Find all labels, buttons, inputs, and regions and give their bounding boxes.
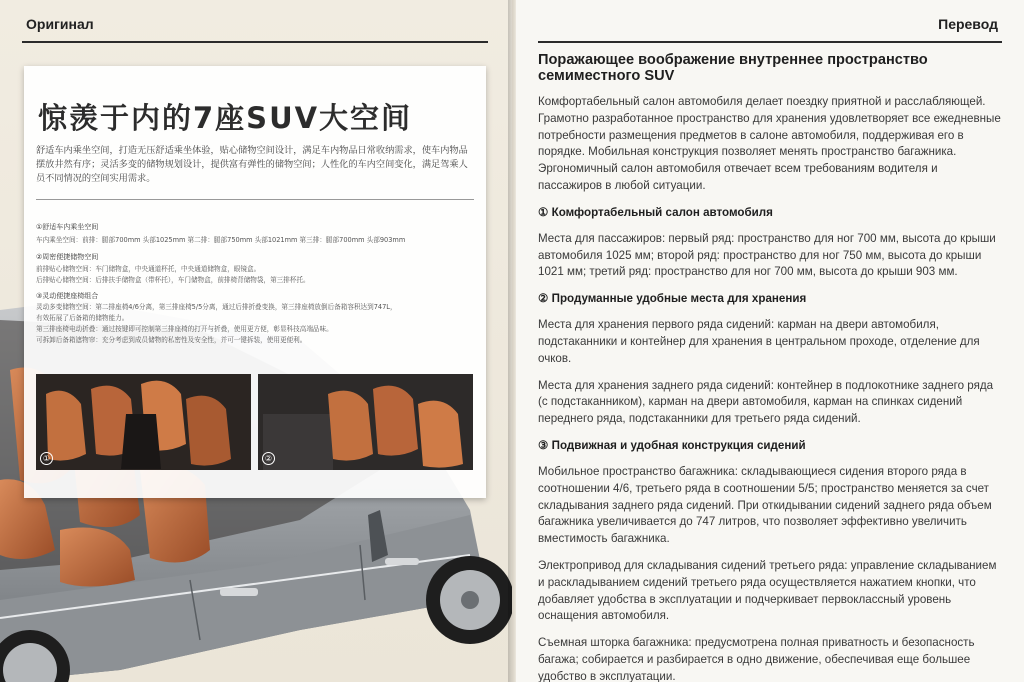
intro-paragraph: Комфортабельный салон автомобиля делает поездку приятной и расслабляющей. Грамотно разработанное пространство для хранения удовлетворяет все ежедневные потребности размещения предметов в салоне автомобиля, поддерживая его в порядке. Мобильная конструкция позволяет менять пространство багажника. Эргономичный салон автомобиля отвечает всем требованиям водителя и пассажиров в любой ситуации. <box>538 95 1001 192</box>
spec-line: ③灵动便捷座椅组合 <box>36 292 99 300</box>
section-heading-3: ③ Подвижная и удобная конструкция сидений <box>538 438 806 452</box>
translation-header: Перевод <box>938 16 998 32</box>
spec-line: 第三排座椅电动折叠：通过按键即可控制第三排座椅的打开与折叠，使用更方便，彰显科技高端品味。 <box>36 325 333 333</box>
interior-photo <box>36 374 251 470</box>
spec-line: 可拆卸后备箱遮物帘：充分考虑到成员储物的私密性及安全性，并可一键拆装，使用更便利。 <box>36 336 307 344</box>
paragraph: Места для хранения заднего ряда сидений: контейнер в подлокотнике заднего ряда (с подстаканником), карман на двери автомобиля, карман на спинках сидений переднего ряда, подстаканники для третьего ряда сидений. <box>538 378 994 426</box>
section-heading-2: ② Продуманные удобные места для хранения <box>538 292 807 306</box>
brochure-intro: 舒适车内乘坐空间，打造无压舒适乘坐体验，贴心储物空间设计，满足车内物品日常收纳需求，使车内物品摆放井然有序；灵活多变的储物规划设计，提供富有弹性的储物空间；人性化的车内空间变化，满足驾乘人员不同情况的空间实用需求。 <box>36 145 468 184</box>
photo-number: ① <box>40 452 53 465</box>
section-heading-1: ① Комфортабельный салон автомобиля <box>538 205 773 219</box>
translation-body <box>538 94 1002 682</box>
translation-page <box>516 0 1024 682</box>
interior-photo <box>258 374 473 470</box>
brochure-title: 惊羡于内的7座SUV大空间 <box>38 101 413 135</box>
spec-line: 前排贴心储物空间：车门储物盒，中央通道杯托，中央通道储物盒，眼镜盒。 <box>36 265 261 273</box>
photo-number: ② <box>262 452 275 465</box>
spec-line: 车内乘坐空间：前排：腿部700mm 头部1025mm 第二排：腿部750mm 头部1021mm 第三排：腿部700mm 头部903mm <box>36 236 406 244</box>
spec-line: 有效拓展了后备箱的储物能力。 <box>36 314 129 322</box>
spec-line: 灵动多变储物空间：第二排座椅4/6分离，第三排座椅5/5分离，通过后排折叠变换，第三排座椅放倒后备箱容积达到747L， <box>36 303 397 311</box>
paragraph: Электропривод для складывания сидений третьего ряда: управление складыванием и раскладыванием сидений третьего ряда осуществляется нажатием кнопки, что добавляет удобства в эксплуатации и подчеркивает первоклассный уровень оснащения автомобиля. <box>538 558 997 623</box>
translation-title: Поражающее воображение внутреннее пространство семиместного SUV <box>538 52 928 84</box>
spec-line: ①舒适车内乘坐空间 <box>36 223 99 231</box>
header-divider <box>22 41 488 43</box>
spec-line: ②周密便捷储物空间 <box>36 253 99 261</box>
brochure-card <box>24 66 486 498</box>
original-header: Оригинал <box>26 16 94 32</box>
paragraph: Места для пассажиров: первый ряд: пространство для ног 700 мм, высота до крыши автомобиля 1025 мм; второй ряд: пространство для ног 750 мм, высота до крыши 1021 мм; третий ряд: пространство для ног 700 мм, высота до крыши 903 мм. <box>538 231 996 279</box>
paragraph: Места для хранения первого ряда сидений: карман на двери автомобиля, подстаканники и контейнер для хранения в центральном проходе, отделение для очков. <box>538 318 980 365</box>
paragraph: Мобильное пространство багажника: складывающиеся сидения второго ряда в соотношении 4/6, третьего ряда в соотношении 5/5; пространство меняется за счет складывания заднего ряда сидений. При откидывании сидений заднего ряда объем багажника увеличивается до 747 литров, что позволяет эффективно увеличить вместимость багажника. <box>538 464 992 546</box>
header-divider <box>538 41 1002 43</box>
brochure-divider <box>36 199 474 200</box>
paragraph: Съемная шторка багажника: предусмотрена полная приватность и безопасность багажа; собирается и разбирается в одно движение, обеспечивая еще большее удобство в эксплуатации. <box>538 636 975 682</box>
spec-line: 后排贴心储物空间：后排扶手储物盒（带杯托），车门储物盒，前排椅背储物袋，第三排杯托。 <box>36 276 310 284</box>
